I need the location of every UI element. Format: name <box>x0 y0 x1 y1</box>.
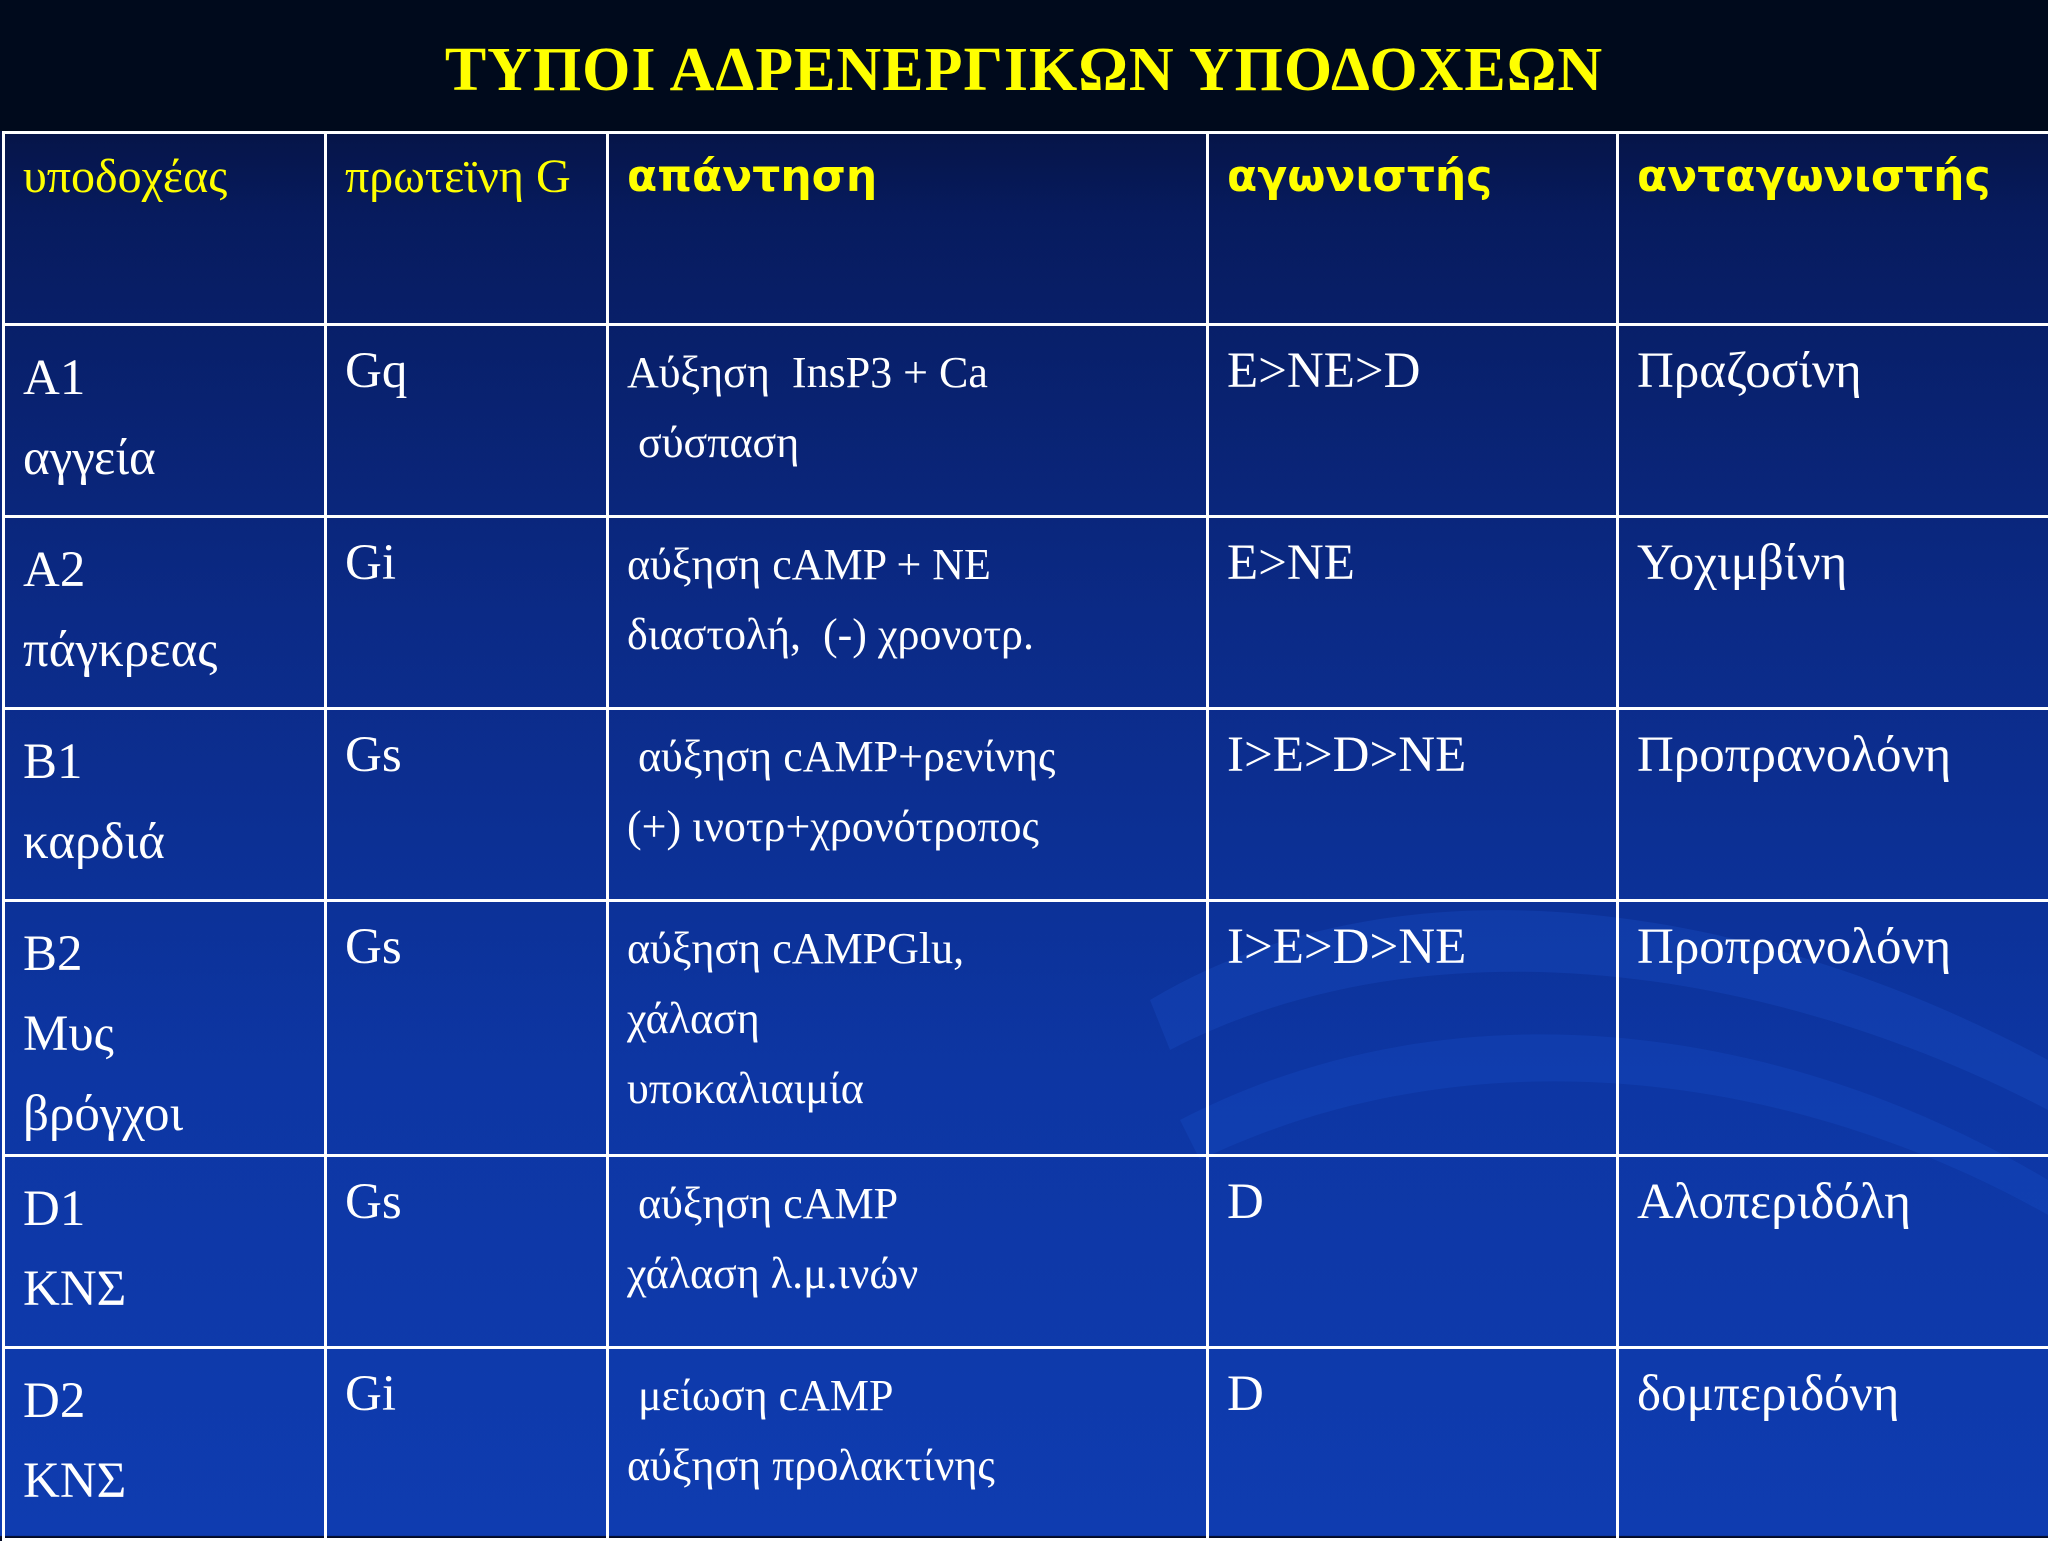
slide-title: ΤΥΠΟΙ ΑΔΡΕΝΕΡΓΙΚΩΝ ΥΠΟΔΟΧΕΩΝ <box>445 35 1603 106</box>
response-line: χάλαση <box>627 984 1188 1054</box>
cell-protein <box>326 517 608 709</box>
response-line: αύξηση cAMP + NE <box>627 530 1188 600</box>
cell-antagonist <box>1618 1348 2048 1540</box>
cell-receptor <box>4 709 326 901</box>
cell-agonist <box>1208 325 1618 517</box>
receptor-type: A1 <box>23 338 306 418</box>
cell-protein <box>326 709 608 901</box>
cell-antagonist <box>1618 1156 2048 1348</box>
cell-protein <box>326 901 608 1156</box>
receptor-location: Μυς <box>23 994 306 1074</box>
response-line: υποκαλιαιμία <box>627 1054 1188 1124</box>
agonist: D <box>1227 1169 1598 1235</box>
receptor-table <box>2 131 2048 1541</box>
header-g-protein: πρωτεϊνη G <box>326 133 608 325</box>
g-protein: Gs <box>345 914 588 980</box>
table-row <box>4 1348 2048 1540</box>
receptor-type: D1 <box>23 1169 306 1249</box>
response-line: (+) ινοτρ+χρονότροπος <box>627 792 1188 862</box>
cell-response <box>608 901 1208 1156</box>
agonist: I>E>D>NE <box>1227 914 1598 980</box>
cell-response <box>608 325 1208 517</box>
antagonist: Προπρανολόνη <box>1637 914 2030 980</box>
table-header-row <box>4 133 2048 325</box>
table-row <box>4 517 2048 709</box>
antagonist: Πραζοσίνη <box>1637 338 2030 404</box>
cell-response <box>608 709 1208 901</box>
table-row <box>4 325 2048 517</box>
antagonist: Προπρανολόνη <box>1637 722 2030 788</box>
receptor-location: ΚΝΣ <box>23 1441 306 1521</box>
g-protein: Gs <box>345 1169 588 1235</box>
table-row <box>4 1156 2048 1348</box>
response-line: διαστολή, (-) χρονοτρ. <box>627 600 1188 670</box>
response-line: σύσπαση <box>627 408 1188 478</box>
header-receptor: υποδοχέας <box>4 133 326 325</box>
response-line: αύξηση cAMPGlu, <box>627 914 1188 984</box>
cell-receptor <box>4 517 326 709</box>
antagonist: Υοχιμβίνη <box>1637 530 2030 596</box>
cell-receptor <box>4 901 326 1156</box>
cell-antagonist <box>1618 901 2048 1156</box>
title-bar <box>0 0 2048 131</box>
cell-response <box>608 517 1208 709</box>
antagonist: Αλοπεριδόλη <box>1637 1169 2030 1235</box>
agonist: E>NE>D <box>1227 338 1598 404</box>
response-line: αύξηση προλακτίνης <box>627 1431 1188 1501</box>
cell-agonist <box>1208 1348 1618 1540</box>
cell-response <box>608 1156 1208 1348</box>
receptor-location: καρδιά <box>23 802 306 882</box>
receptor-type: D2 <box>23 1361 306 1441</box>
header-response: απάντηση <box>608 133 1208 325</box>
response-line: Αύξηση InsP3 + Ca <box>627 338 1188 408</box>
cell-protein <box>326 1156 608 1348</box>
cell-antagonist <box>1618 709 2048 901</box>
cell-agonist <box>1208 517 1618 709</box>
agonist: E>NE <box>1227 530 1598 596</box>
cell-agonist <box>1208 1156 1618 1348</box>
cell-receptor <box>4 1348 326 1540</box>
response-line: χάλαση λ.μ.ινών <box>627 1239 1188 1309</box>
g-protein: Gi <box>345 1361 588 1427</box>
response-line: αύξηση cAMP <box>627 1169 1188 1239</box>
agonist: I>E>D>NE <box>1227 722 1598 788</box>
receptor-location: πάγκρεας <box>23 610 306 690</box>
receptor-type: A2 <box>23 530 306 610</box>
cell-antagonist <box>1618 325 2048 517</box>
cell-antagonist <box>1618 517 2048 709</box>
g-protein: Gi <box>345 530 588 596</box>
g-protein: Gq <box>345 338 588 404</box>
receptor-location: αγγεία <box>23 418 306 498</box>
antagonist: δομπεριδόνη <box>1637 1361 2030 1427</box>
cell-receptor <box>4 1156 326 1348</box>
receptor-type: B1 <box>23 722 306 802</box>
cell-agonist <box>1208 901 1618 1156</box>
table-row <box>4 709 2048 901</box>
receptor-location: βρόγχοι <box>23 1074 306 1154</box>
cell-protein <box>326 325 608 517</box>
table-row <box>4 901 2048 1156</box>
header-antagonist: ανταγωνιστής <box>1618 133 2048 325</box>
cell-agonist <box>1208 709 1618 901</box>
response-line: μείωση cAMP <box>627 1361 1188 1431</box>
cell-receptor <box>4 325 326 517</box>
cell-response <box>608 1348 1208 1540</box>
header-agonist: αγωνιστής <box>1208 133 1618 325</box>
cell-protein <box>326 1348 608 1540</box>
receptor-location: ΚΝΣ <box>23 1249 306 1329</box>
receptor-type: B2 <box>23 914 306 994</box>
g-protein: Gs <box>345 722 588 788</box>
agonist: D <box>1227 1361 1598 1427</box>
response-line: αύξηση cAMP+ρενίνης <box>627 722 1188 792</box>
